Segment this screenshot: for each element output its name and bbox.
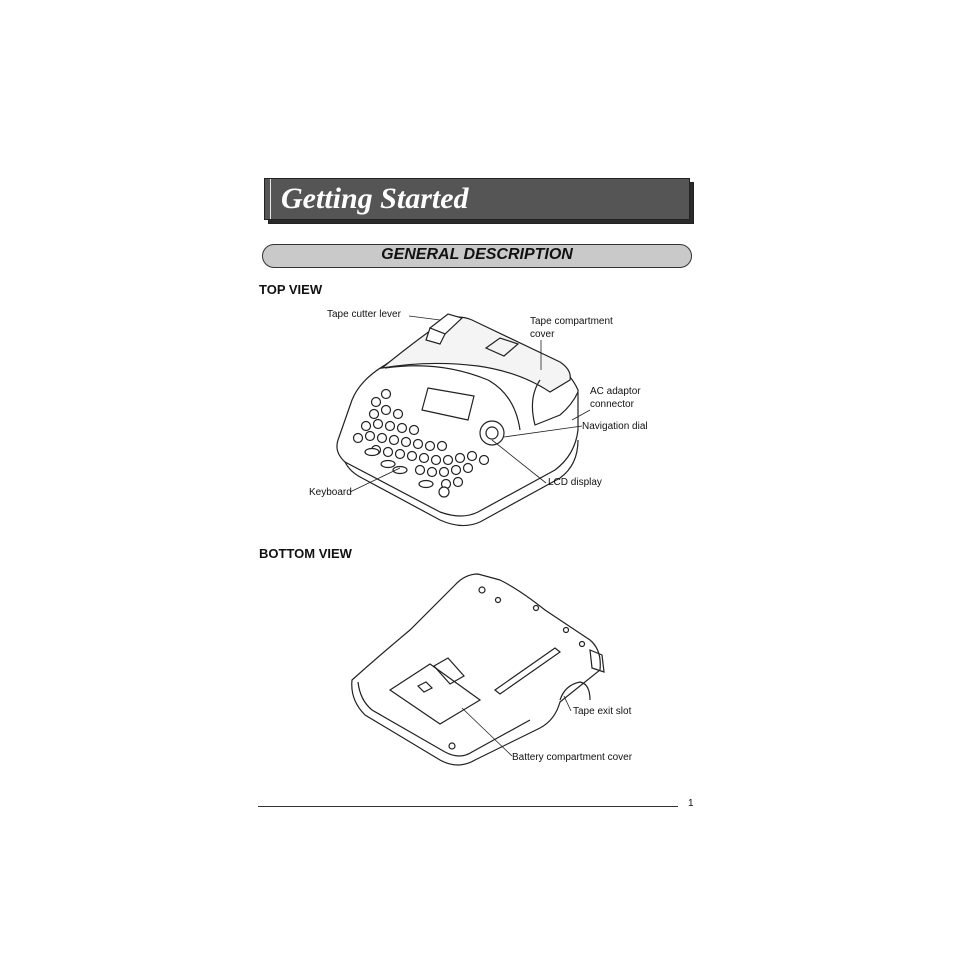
top-view-illustration xyxy=(337,314,578,526)
label-ac-adaptor-line2: connector xyxy=(590,399,634,410)
section-title: GENERAL DESCRIPTION xyxy=(381,246,573,263)
page-number: 1 xyxy=(688,798,694,809)
chapter-title: Getting Started xyxy=(281,182,469,215)
label-lcd-display: LCD display xyxy=(548,477,602,488)
bottom-view-illustration xyxy=(352,574,604,765)
label-tape-cutter-lever: Tape cutter lever xyxy=(327,309,401,320)
footer-rule xyxy=(258,806,678,807)
label-ac-adaptor-line1: AC adaptor xyxy=(590,386,641,397)
label-keyboard: Keyboard xyxy=(309,487,352,498)
label-navigation-dial: Navigation dial xyxy=(582,421,648,432)
label-tape-exit-slot: Tape exit slot xyxy=(573,706,632,717)
label-tape-compartment-cover-line1: Tape compartment xyxy=(530,316,613,327)
top-view-heading: TOP VIEW xyxy=(259,282,323,297)
bottom-view-heading: BOTTOM VIEW xyxy=(259,546,352,561)
label-battery-compartment-cover: Battery compartment cover xyxy=(512,752,633,763)
label-tape-compartment-cover-line2: cover xyxy=(530,329,555,340)
